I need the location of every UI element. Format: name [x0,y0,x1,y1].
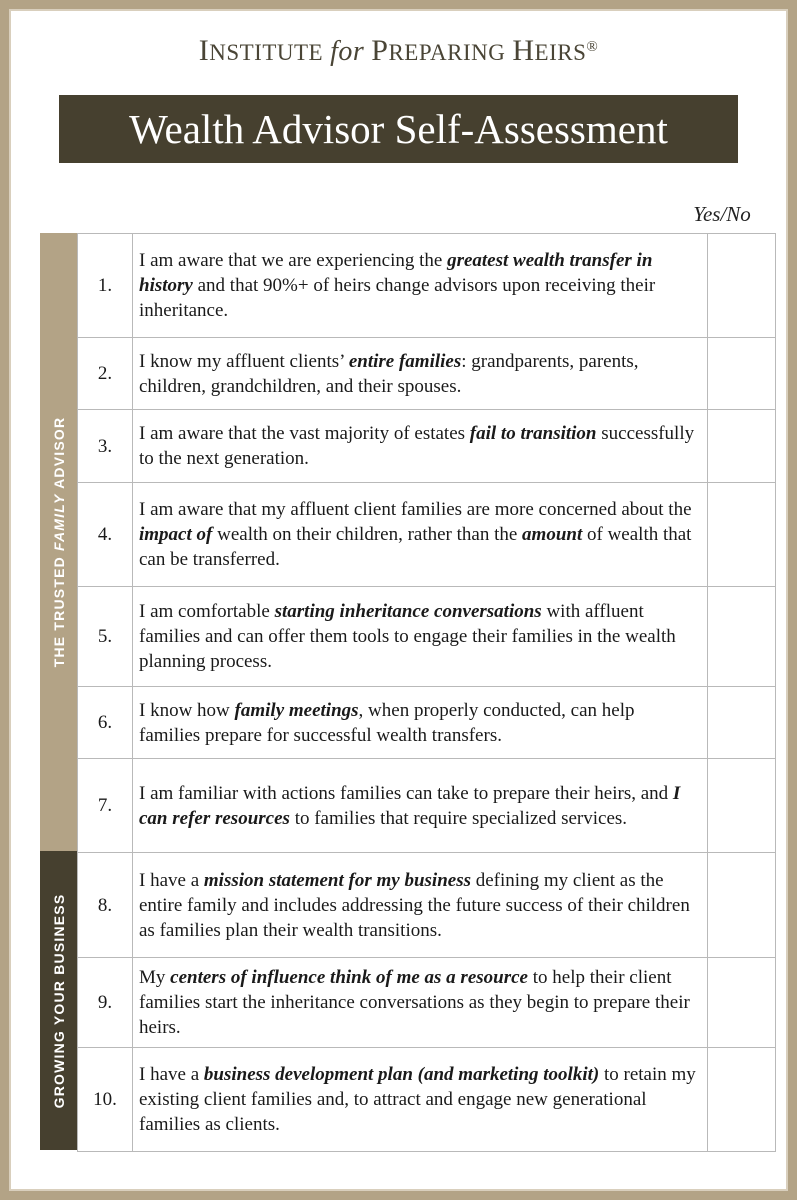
item-statement: I know my affluent clients’ entire families: grandparents, parents, children, grandchildren, and their spouses. [133,338,708,410]
item-statement: I have a business development plan (and marketing toolkit) to retain my existing client families and, to attract and engage new generational families as clients. [133,1048,708,1152]
item-statement: I have a mission statement for my business defining my client as the entire family and includes addressing the future success of their children as families plan their wealth transitions. [133,853,708,958]
yes-no-answer-cell[interactable] [708,234,776,338]
item-number: 10. [78,1048,133,1152]
assessment-row [78,759,776,853]
item-statement: I am aware that my affluent client families are more concerned about the impact of wealth on their children, rather than the amount of wealth that can be transferred. [133,483,708,587]
institute-word-2: REPARING [388,40,506,65]
yes-no-answer-cell[interactable] [708,587,776,687]
item-number: 2. [78,338,133,410]
institute-word-1: NSTITUTE [209,40,324,65]
item-number: 8. [78,853,133,958]
institute-cap-3: H [512,34,535,67]
assessment-table [77,233,776,1152]
item-number: 4. [78,483,133,587]
yes-no-answer-cell[interactable] [708,410,776,483]
yes-no-column-header: Yes/No [693,202,751,226]
item-number: 9. [78,958,133,1048]
registered-mark: ® [586,39,599,55]
item-statement: My centers of influence think of me as a resource to help their client families start the inheritance conversations as they begin to prepare their heirs. [133,958,708,1048]
institute-name [0,34,797,68]
item-statement: I am familiar with actions families can take to prepare their heirs, and I can refer resources to families that require specialized services. [133,759,708,853]
page-title: Wealth Advisor Self-Assessment [59,95,738,163]
yes-no-answer-cell[interactable] [708,958,776,1048]
assessment-row [78,958,776,1048]
item-number: 7. [78,759,133,853]
item-statement: I am aware that the vast majority of estates fail to transition successfully to the next generation. [133,410,708,483]
assessment-row [78,853,776,958]
section-label-trusted-advisor: THE TRUSTED FAMILY ADVISOR [50,416,67,668]
yes-no-answer-cell[interactable] [708,759,776,853]
item-number: 1. [78,234,133,338]
assessment-row [78,687,776,759]
assessment-row [78,483,776,587]
item-statement: I am comfortable starting inheritance conversations with affluent families and can offer them tools to engage their families in the wealth planning process. [133,587,708,687]
yes-no-answer-cell[interactable] [708,338,776,410]
institute-word-3: EIRS [534,40,587,65]
item-statement: I am aware that we are experiencing the greatest wealth transfer in history and that 90%+ of heirs change advisors upon receiving their inheritance. [133,234,708,338]
yes-no-answer-cell[interactable] [708,687,776,759]
section-label-growing-business: GROWING YOUR BUSINESS [50,893,67,1108]
assessment-row [78,1048,776,1152]
item-statement: I know how family meetings, when properly conducted, can help families prepare for successful wealth transfers. [133,687,708,759]
yes-no-answer-cell[interactable] [708,1048,776,1152]
institute-cap-1: I [198,34,210,67]
yes-no-answer-cell[interactable] [708,483,776,587]
yes-no-answer-cell[interactable] [708,853,776,958]
assessment-row [78,234,776,338]
item-number: 3. [78,410,133,483]
institute-cap-2: P [371,34,389,67]
item-number: 6. [78,687,133,759]
item-number: 5. [78,587,133,687]
assessment-row [78,587,776,687]
section-band-trusted-advisor [40,233,77,851]
institute-for: for [330,36,365,67]
assessment-row [78,410,776,483]
assessment-row [78,338,776,410]
section-band-growing-business [40,851,77,1150]
